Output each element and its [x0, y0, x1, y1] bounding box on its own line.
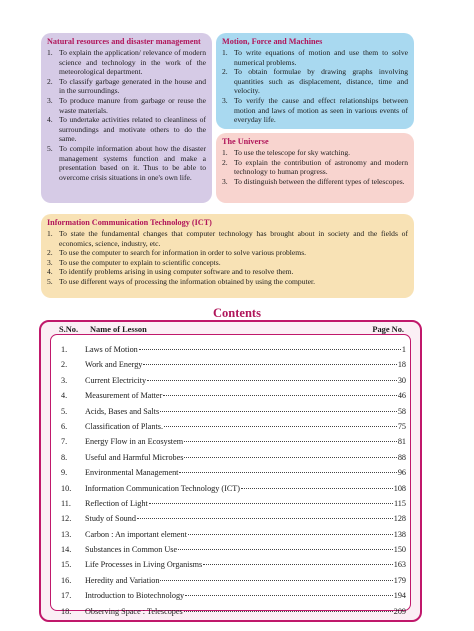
leader-dots [143, 364, 396, 365]
lesson-name: Work and Energy [85, 360, 143, 370]
lesson-number: 3. [61, 375, 68, 385]
lesson-page: 194 [393, 591, 406, 601]
objective-text: To produce manure from garbage or reuse the waste materials. [59, 95, 206, 115]
objective-item [47, 258, 408, 268]
objective-item [47, 48, 206, 77]
header-lesson-name: Name of Lesson [90, 325, 147, 334]
lesson-name: Life Processes in Living Organisms [85, 560, 203, 570]
lesson-row [61, 407, 406, 422]
box-title: Information Communication Technology (ICT) [47, 218, 212, 227]
objective-number: 3. [222, 176, 228, 186]
leader-dots [184, 441, 397, 442]
objective-item [222, 158, 408, 177]
leader-dots [164, 426, 397, 427]
leader-dots [160, 411, 397, 412]
lesson-page: 96 [397, 468, 406, 478]
natural-resources-box [41, 33, 212, 203]
objective-number: 5. [47, 276, 53, 286]
leader-dots [160, 580, 392, 581]
lesson-name: Information Communication Technology (ICT) [85, 483, 241, 493]
lesson-row [61, 530, 406, 545]
lesson-number: 18. [61, 606, 72, 616]
lesson-number: 15. [61, 560, 72, 570]
objective-item [222, 67, 408, 96]
lesson-row [61, 360, 406, 375]
objective-list [47, 229, 408, 287]
lesson-number: 1. [61, 345, 68, 354]
leader-dots [139, 349, 401, 350]
lesson-row [61, 560, 406, 575]
lesson-page: 115 [394, 498, 406, 508]
contents-table [50, 334, 411, 616]
objective-list [47, 48, 206, 182]
lesson-name: Classification of Plants. [85, 421, 164, 431]
objective-text: To use the computer to search for information in order to solve various problems. [59, 248, 307, 258]
lesson-row [61, 545, 406, 560]
objective-item [222, 177, 408, 187]
objective-item [47, 229, 408, 248]
lesson-row [61, 514, 406, 529]
lesson-row [61, 345, 406, 360]
objective-item [47, 144, 206, 182]
objective-list [222, 148, 408, 186]
leader-dots [163, 395, 397, 396]
lesson-number: 8. [61, 452, 68, 462]
objective-text: To verify the cause and effect relationships between motion and laws of motion as seen in various events of everyday life. [234, 95, 408, 125]
objective-text: To use different ways of processing the information obtained by using the computer. [59, 276, 315, 286]
objective-number: 4. [47, 115, 53, 125]
lesson-name: Acids, Bases and Salts [85, 406, 160, 416]
lesson-row [61, 499, 406, 514]
lesson-number: 11. [61, 498, 71, 508]
lesson-row [61, 607, 406, 622]
lesson-page: 46 [397, 391, 406, 401]
lesson-page: 88 [397, 452, 406, 462]
lesson-name: Environmental Management [85, 468, 179, 478]
objective-number: 1. [47, 48, 53, 57]
objective-item [47, 248, 408, 258]
objective-number: 3. [47, 257, 53, 267]
box-title: Motion, Force and Machines [222, 37, 323, 46]
box-title: Natural resources and disaster management [47, 37, 201, 46]
leader-dots [147, 380, 397, 381]
lesson-name: Study of Sound [85, 514, 136, 524]
lesson-page: 150 [393, 545, 406, 555]
objective-number: 3. [47, 95, 53, 105]
objective-item [222, 48, 408, 67]
objective-text: To use the telescope for sky watching. [234, 148, 351, 157]
lesson-number: 16. [61, 575, 72, 585]
objective-text: To use the computer to explain to scientific concepts. [59, 257, 221, 267]
objective-text: To obtain formulae by drawing graphs involving quantities such as displacement, distance, time and velocity. [234, 67, 408, 96]
ict-box [41, 214, 414, 298]
lesson-number: 12. [61, 514, 72, 524]
objective-list [222, 48, 408, 125]
contents-frame [39, 320, 422, 622]
lesson-number: 6. [61, 421, 68, 431]
motion-force-machines-box [216, 33, 414, 129]
leader-dots [185, 595, 393, 596]
lesson-name: Energy Flow in an Ecosystem [85, 437, 184, 447]
lesson-row [61, 453, 406, 468]
objective-number: 1. [47, 229, 53, 238]
lesson-page: 58 [397, 406, 406, 416]
leader-dots [184, 611, 393, 612]
objective-number: 5. [47, 143, 53, 153]
objective-number: 2. [222, 157, 228, 167]
box-title: The Universe [222, 137, 269, 146]
lesson-row [61, 468, 406, 483]
lesson-name: Carbon : An important element [85, 529, 187, 539]
objective-item [47, 77, 206, 96]
objective-number: 3. [222, 95, 228, 105]
leader-dots [137, 518, 393, 519]
leader-dots [188, 534, 393, 535]
lesson-row [61, 437, 406, 452]
lesson-number: 4. [61, 391, 68, 401]
lesson-row [61, 376, 406, 391]
objective-number: 1. [222, 148, 228, 157]
objective-text: To explain the contribution of astronomy and modern technology to human progress. [234, 157, 408, 177]
lesson-page: 30 [397, 375, 406, 385]
lesson-row [61, 591, 406, 606]
objective-text: To distinguish between the different types of telescopes. [234, 176, 405, 186]
objective-text: To identify problems arising in using computer software and to resolve them. [59, 267, 294, 277]
lesson-number: 10. [61, 483, 72, 493]
objective-item [222, 96, 408, 125]
lesson-name: Heredity and Variation [85, 575, 160, 585]
objective-item [47, 96, 206, 115]
lesson-list [61, 345, 406, 622]
leader-dots [179, 472, 396, 473]
objective-item [47, 115, 206, 144]
universe-box [216, 133, 414, 203]
lesson-name: Laws of Motion [85, 345, 138, 354]
lesson-row [61, 422, 406, 437]
lesson-name: Measurement of Matter [85, 391, 163, 401]
objective-text: To undertake activities related to cleanliness of surroundings and motivate others to do the same. [59, 115, 206, 144]
lesson-page: 75 [397, 421, 406, 431]
lesson-name: Substances in Common Use [85, 545, 178, 555]
objective-number: 2. [47, 76, 53, 86]
lesson-number: 2. [61, 360, 68, 370]
lesson-name: Reflection of Light [85, 498, 148, 508]
lesson-page: 18 [397, 360, 406, 370]
objective-item [222, 148, 408, 158]
lesson-page: 179 [393, 575, 406, 585]
lesson-name: Observing Space : Telescopes [85, 606, 183, 616]
lesson-number: 5. [61, 406, 68, 416]
objective-number: 1. [222, 48, 228, 57]
lesson-page: 1 [401, 345, 406, 354]
header-sno: S.No. [59, 325, 79, 334]
lesson-row [61, 576, 406, 591]
lesson-page: 81 [397, 437, 406, 447]
lesson-number: 17. [61, 591, 72, 601]
lesson-page: 138 [393, 529, 406, 539]
header-page-no: Page No. [372, 325, 404, 334]
lesson-number: 7. [61, 437, 68, 447]
lesson-row [61, 391, 406, 406]
contents-title: Contents [213, 306, 261, 320]
lesson-name: Useful and Harmful Microbes [85, 452, 184, 462]
objective-number: 4. [47, 267, 53, 277]
lesson-page: 163 [393, 560, 406, 570]
objective-text: To compile information about how the disaster management systems function and make a presentation based on it. Thus to be able to overcome crisis situations in one's own life. [59, 143, 206, 182]
lesson-number: 14. [61, 545, 72, 555]
objective-item [47, 267, 408, 277]
objective-text: To state the fundamental changes that computer technology has brought about in society and the fields of economics, science, industry, etc. [59, 229, 408, 248]
lesson-number: 13. [61, 529, 72, 539]
lesson-page: 108 [393, 483, 406, 493]
lesson-page: 128 [393, 514, 406, 524]
leader-dots [203, 564, 393, 565]
objective-text: To explain the application/ relevance of modern science and technology in the work of the meteorological department. [59, 48, 206, 77]
leader-dots [149, 503, 393, 504]
lesson-name: Current Electricity [85, 375, 147, 385]
objective-text: To classify garbage generated in the house and in the surroundings. [59, 76, 206, 96]
objective-number: 2. [47, 248, 53, 258]
leader-dots [184, 457, 396, 458]
leader-dots [178, 549, 393, 550]
lesson-page: 209 [393, 606, 406, 616]
objective-item [47, 277, 408, 287]
lesson-name: Introduction to Biotechnology [85, 591, 185, 601]
objective-text: To write equations of motion and use them to solve numerical problems. [234, 48, 408, 67]
objective-number: 2. [222, 67, 228, 77]
lesson-number: 9. [61, 468, 68, 478]
lesson-row [61, 484, 406, 499]
leader-dots [241, 488, 393, 489]
